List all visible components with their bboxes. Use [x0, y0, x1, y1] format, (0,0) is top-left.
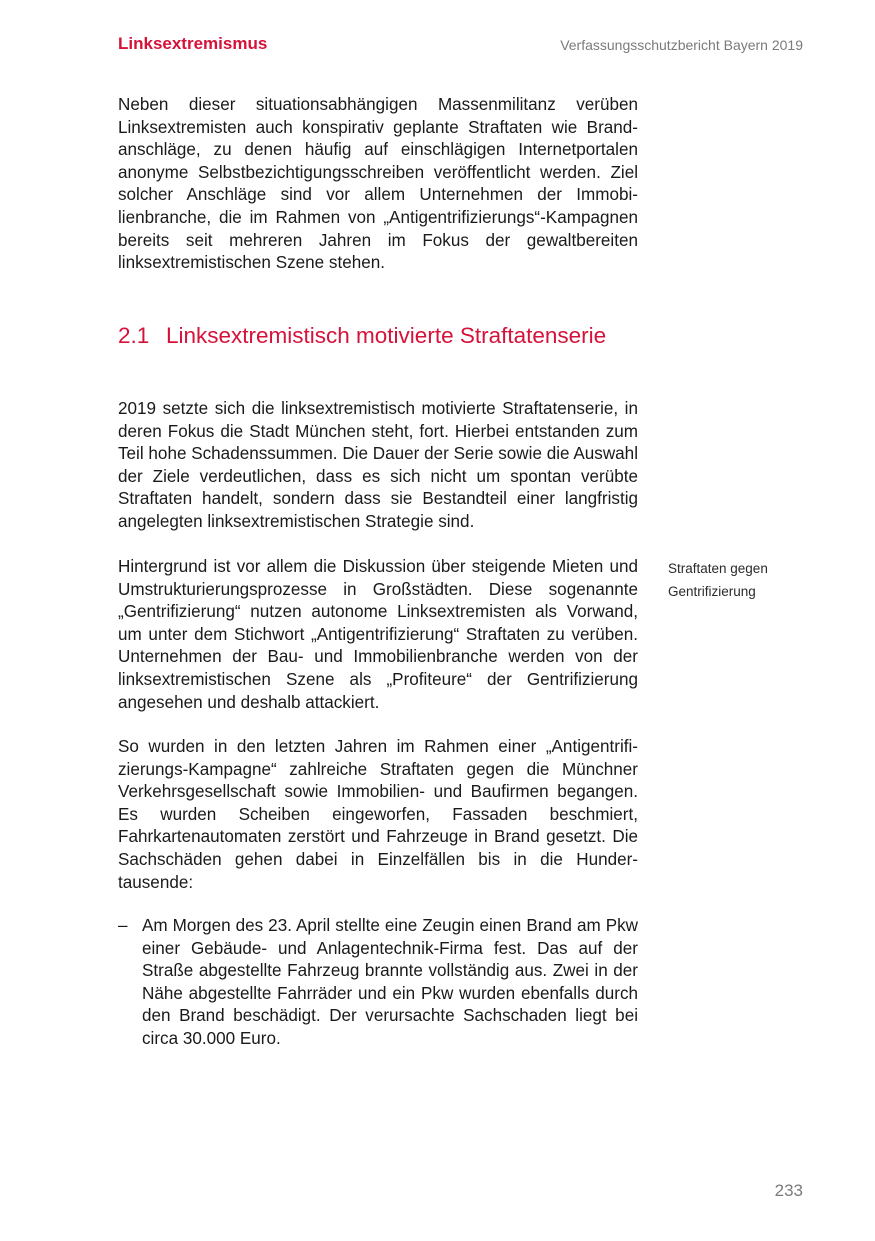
running-head-publication: Verfassungsschutzbericht Bayern 2019 [560, 37, 803, 53]
paragraph-intro: Neben dieser situationsabhängigen Massenmilitanz verüben Linksextremisten auch konspirativ geplante Straftaten wie Brandanschläge, zu denen häufig auf einschlägigen Internetportalen anonyme Selbstbezichtigungsschreiben veröffentlicht werden. Ziel solcher Anschläge sind vor allem Unternehmen der Immobilienbranche, die im Rahmen von „Antigentrifizierungs“-Kampagnen bereits seit mehreren Jahren im Fokus der gewaltbereiten linksextremistischen Szene stehen. [118, 95, 638, 273]
page-number: 233 [774, 1181, 803, 1200]
section-heading [118, 322, 638, 350]
paragraph-background: Hintergrund ist vor allem die Diskussion über steigende Mieten und Umstrukturierungsprozesse in Großstädten. Diese sogenannte „Gentrifizierung“ nutzen autonome Linksextremisten als Vorwand, um unter dem Stichwort „Antigentrifizierung“ Straftaten zu verüben. Unternehmen der Bau- und Immobilienbranche werden von der linksextremistischen Szene als „Profiteure“ der Gentrifizierung angesehen und deshalb attackiert. [118, 557, 638, 712]
margin-note [668, 558, 808, 603]
running-head-chapter: Linksextremismus [118, 34, 268, 53]
margin-note-line2: Gentrifizierung [668, 583, 756, 599]
list-item-text: Am Morgen des 23. April stellte eine Zeugin einen Brand am Pkw einer Gebäude- und Anlagentechnik-Firma fest. Das auf der Straße abgestellte Fahrzeug brannte vollständig aus. Zwei in der Nähe abgestellte Fahrräder und ein Pkw wurden ebenfalls durch den Brand beschädigt. Der verursachte Sachschaden liegt bei circa 30.000 Euro. [142, 916, 638, 1048]
margin-note-line1: Straftaten gegen [668, 561, 768, 576]
section-title: Linksextremistisch motivierte Straftatenserie [166, 323, 607, 348]
section-number: 2.1 [118, 323, 150, 348]
list-item [118, 915, 638, 1051]
paragraph-series: 2019 setzte sich die linksextremistisch motivierte Straftatenserie, in deren Fokus die Stadt München steht, fort. Hierbei entstanden zum Teil hohe Schadenssummen. Die Dauer der Serie sowie die Auswahl der Ziele verdeutlichen, dass es sich nicht um spontan verübte Straftaten handelt, sondern dass sie Bestandteil einer langfristig angelegten linksextremistischen Strategie sind. [118, 399, 638, 531]
paragraph-campaign: So wurden in den letzten Jahren im Rahmen einer „Antigentrifizierungs-Kampagne“ zahlreiche Straftaten gegen die Münchner Verkehrsgesellschaft sowie Immobilien- und Baufirmen begangen. Es wurden Scheiben eingeworfen, Fassaden beschmiert, Fahrkartenautomaten zerstört und Fahrzeuge in Brand gesetzt. Die Sachschäden gehen dabei in Einzelfällen bis in die Hundertausende: [118, 737, 638, 892]
list-dash: – [118, 916, 128, 935]
